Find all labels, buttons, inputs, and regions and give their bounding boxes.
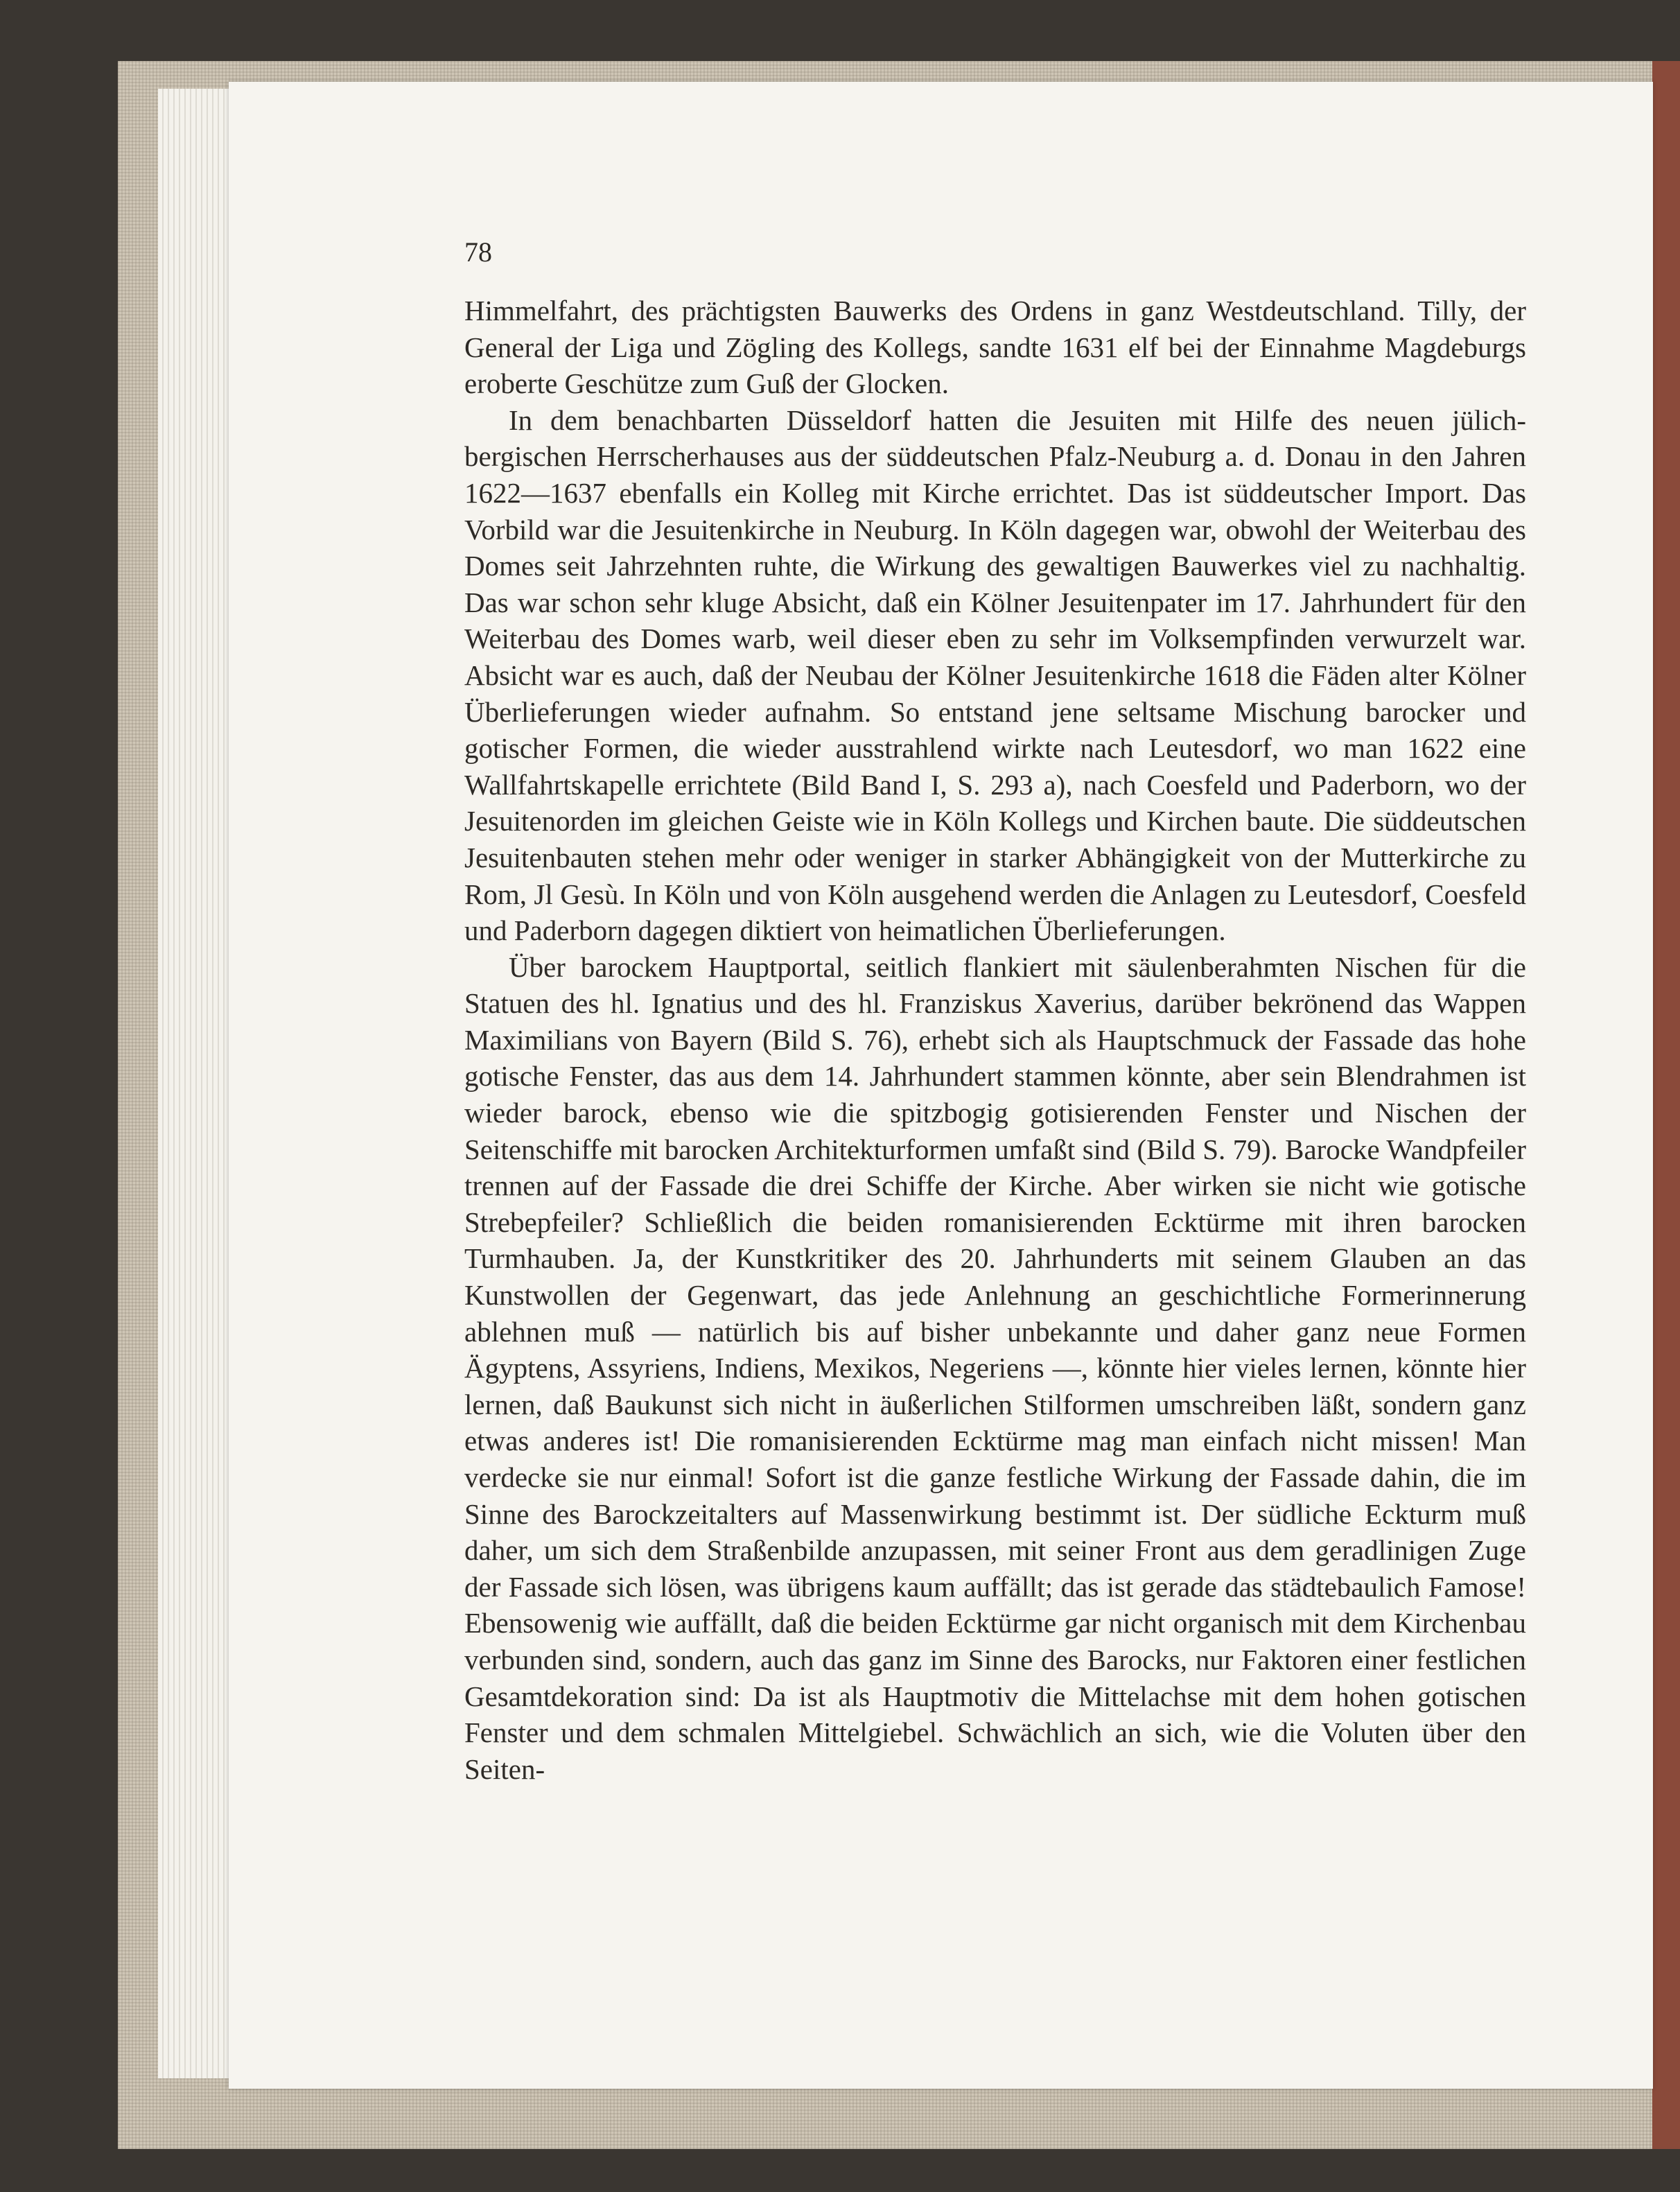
paragraph-3: Über barockem Hauptportal, seitlich flankiert mit säulenberahmten Nischen für die Statuen des hl. Ignatius und des hl. Franziskus Xaverius, darüber bekrönend das Wappen Maximilians von Bayern (Bild S. 76), erhebt sich als Hauptschmuck der Fassade das hohe gotische Fenster, das aus dem 14. Jahrhundert stammen könnte, aber sein Blendrahmen ist wieder barock, ebenso wie die spitzbogig gotisierenden Fenster und Nischen der Seitenschiffe mit barocken Architekturformen umfaßt sind (Bild S. 79). Barocke Wandpfeiler trennen auf der Fassade die drei Schiffe der Kirche. Aber wirken sie nicht wie gotische Strebepfeiler? Schließlich die beiden romanisierenden Ecktürme mit ihren barocken Turmhauben. Ja, der Kunstkritiker des 20. Jahrhunderts mit seinem Glauben an das Kunstwollen der Gegenwart, das jede Anlehnung an geschichtliche Formerinnerung ablehnen muß — natürlich bis auf bisher unbekannte und daher ganz neue Formen Ägyptens, Assyriens, Indiens, Mexikos, Negeriens —, könnte hier vieles lernen, könnte hier lernen, daß Baukunst sich nicht in äußerlichen Stilformen umschreiben läßt, sondern ganz etwas anderes ist! Die romanisierenden Ecktürme mag man einfach nicht missen! Man verdecke sie nur einmal! Sofort ist die ganze festliche Wirkung der Fassade dahin, die im Sinne des Barockzeitalters auf Massenwirkung bestimmt ist. Der südliche Eckturm muß daher, um sich dem Straßenbilde anzupassen, mit seiner Front aus dem geradlinigen Zuge der Fassade sich lösen, was übrigens kaum auffällt; das ist gerade das städtebaulich Famose! Ebensowenig wie auffällt, daß die beiden Ecktürme gar nicht organisch mit dem Kirchenbau verbunden sind, sondern, auch das ganz im Sinne des Barocks, nur Faktoren einer festlichen Gesamtdekoration sind: Da ist als Hauptmotiv die Mittelachse mit dem hohen gotischen Fenster und dem schmalen Mittelgiebel. Schwächlich an sich, wie die Voluten über den Seiten- <box>464 950 1526 1785</box>
facing-page-edge <box>1652 61 1680 2149</box>
page-text <box>464 233 1526 1787</box>
page-number: 78 <box>464 236 492 268</box>
paragraph-1: Himmelfahrt, des prächtigsten Bauwerks des Ordens in ganz Westdeutschland. Tilly, der General der Liga und Zögling des Kollegs, sandte 1631 elf bei der Einnahme Magdeburgs eroberte Geschütze zum Guß der Glocken. <box>464 295 1526 400</box>
paragraph-2: In dem benachbarten Düsseldorf hatten die Jesuiten mit Hilfe des neuen jülich-bergischen Herrscherhauses aus der süddeutschen Pfalz-Neuburg a. d. Donau in den Jahren 1622—1637 ebenfalls ein Kolleg mit Kirche errichtet. Das ist süddeutscher Import. Das Vorbild war die Jesuitenkirche in Neuburg. In Köln dagegen war, obwohl der Weiterbau des Domes seit Jahrzehnten ruhte, die Wirkung des gewaltigen Bauwerkes viel zu nachhaltig. Das war schon sehr kluge Absicht, daß ein Kölner Jesuitenpater im 17. Jahrhundert für den Weiterbau des Domes warb, weil dieser eben zu sehr im Volksempfinden verwurzelt war. Absicht war es auch, daß der Neubau der Kölner Jesuitenkirche 1618 die Fäden alter Kölner Überlieferungen wieder aufnahm. So entstand jene seltsame Mischung barocker und gotischer Formen, die wieder ausstrahlend wirkte nach Leutesdorf, wo man 1622 eine Wallfahrtskapelle errichtete (Bild Band I, S. 293 a), nach Coesfeld und Paderborn, wo der Jesuitenorden im gleichen Geiste wie in Köln Kollegs und Kirchen baute. Die süddeutschen Jesuitenbauten stehen mehr oder weniger in starker Abhängigkeit von der Mutterkirche zu Rom, Jl Gesù. In Köln und von Köln ausgehend werden die Anlagen zu Leutesdorf, Coesfeld und Paderborn dagegen diktiert von heimatlichen Überlieferungen. <box>464 403 1526 947</box>
